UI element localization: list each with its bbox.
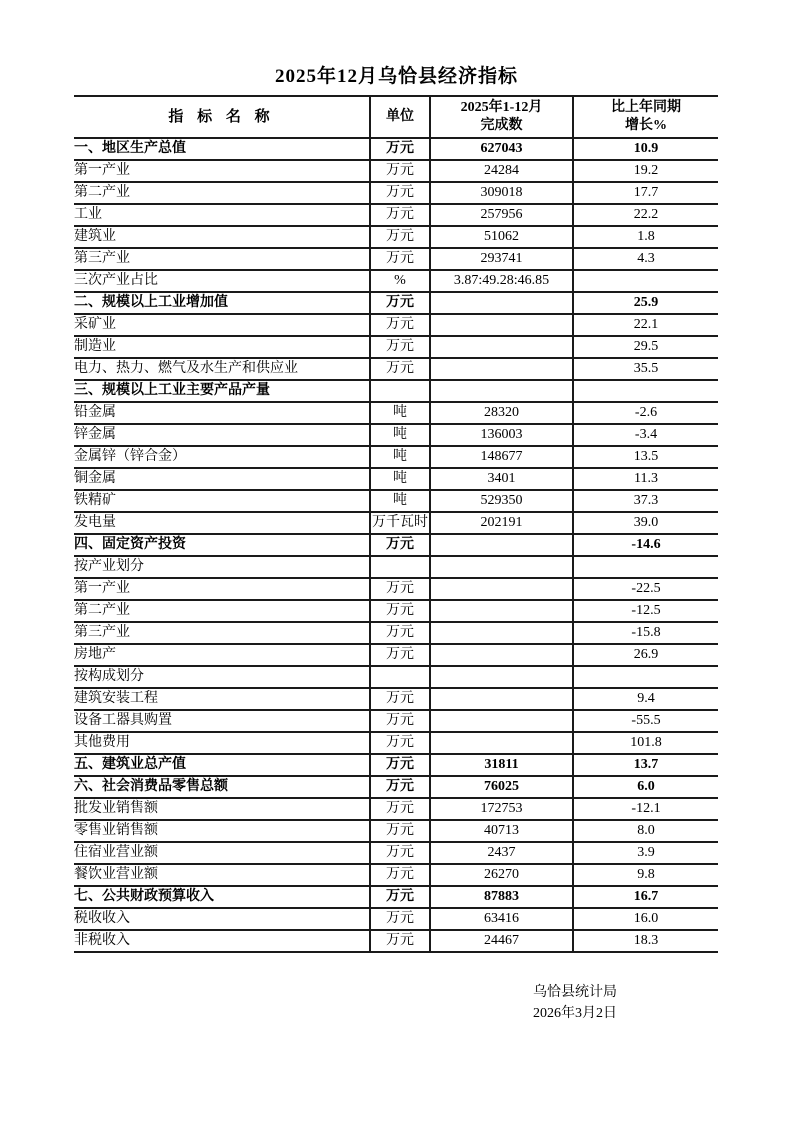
unit-cell: 万元: [370, 930, 430, 952]
table-row: [74, 468, 718, 490]
unit-cell: 万元: [370, 622, 430, 644]
unit-cell: 万元: [370, 600, 430, 622]
table-row: [74, 534, 718, 556]
growth-cell: -22.5: [573, 578, 718, 600]
completed-value-cell: [430, 644, 573, 666]
completed-value-cell: 3401: [430, 468, 573, 490]
completed-value-cell: 172753: [430, 798, 573, 820]
header-unit: 单位: [370, 96, 430, 138]
completed-value-cell: 40713: [430, 820, 573, 842]
indicator-name-cell: 三、规模以上工业主要产品产量: [74, 380, 370, 402]
footer-organization: 乌恰县统计局: [533, 985, 617, 1000]
unit-cell: 万元: [370, 776, 430, 798]
completed-value-cell: [430, 314, 573, 336]
indicator-name-cell: 餐饮业营业额: [74, 864, 370, 886]
indicator-name-cell: 采矿业: [74, 314, 370, 336]
unit-cell: 万元: [370, 314, 430, 336]
table-row: [74, 710, 718, 732]
table-row: [74, 512, 718, 534]
footer-date: 2026年3月2日: [533, 1006, 617, 1021]
table-row: [74, 138, 718, 160]
growth-cell: 4.3: [573, 248, 718, 270]
unit-cell: 万元: [370, 578, 430, 600]
table-row: [74, 776, 718, 798]
unit-cell: 吨: [370, 424, 430, 446]
completed-value-cell: 148677: [430, 446, 573, 468]
indicator-name-cell: 锌金属: [74, 424, 370, 446]
growth-cell: 16.0: [573, 908, 718, 930]
indicator-name-cell: 六、社会消费品零售总额: [74, 776, 370, 798]
completed-value-cell: [430, 380, 573, 402]
table-row: [74, 732, 718, 754]
table-row: [74, 446, 718, 468]
indicator-name-cell: 第二产业: [74, 182, 370, 204]
completed-value-cell: [430, 688, 573, 710]
indicator-name-cell: 建筑安装工程: [74, 688, 370, 710]
unit-cell: 万元: [370, 820, 430, 842]
completed-value-cell: 309018: [430, 182, 573, 204]
table-row: [74, 666, 718, 688]
table-row: [74, 380, 718, 402]
completed-value-cell: [430, 336, 573, 358]
growth-cell: 18.3: [573, 930, 718, 952]
growth-cell: 17.7: [573, 182, 718, 204]
indicator-name-cell: 工业: [74, 204, 370, 226]
indicator-name-cell: 第三产业: [74, 622, 370, 644]
completed-value-cell: [430, 600, 573, 622]
table-row: [74, 490, 718, 512]
growth-cell: 9.8: [573, 864, 718, 886]
completed-value-cell: 24467: [430, 930, 573, 952]
table-row: [74, 622, 718, 644]
indicator-name-cell: 三次产业占比: [74, 270, 370, 292]
document-footer: [430, 982, 720, 1024]
unit-cell: 万元: [370, 358, 430, 380]
unit-cell: %: [370, 270, 430, 292]
completed-value-cell: 627043: [430, 138, 573, 160]
completed-value-cell: 87883: [430, 886, 573, 908]
unit-cell: 万元: [370, 798, 430, 820]
table-row: [74, 798, 718, 820]
completed-value-cell: 76025: [430, 776, 573, 798]
table-row: [74, 336, 718, 358]
completed-value-cell: [430, 666, 573, 688]
growth-cell: 8.0: [573, 820, 718, 842]
growth-cell: 1.8: [573, 226, 718, 248]
table-row: [74, 204, 718, 226]
unit-cell: 万元: [370, 534, 430, 556]
indicator-name-cell: 第二产业: [74, 600, 370, 622]
growth-cell: 19.2: [573, 160, 718, 182]
completed-value-cell: 2437: [430, 842, 573, 864]
indicator-name-cell: 按构成划分: [74, 666, 370, 688]
header-growth-line2: 增长%: [625, 118, 667, 133]
unit-cell: 万元: [370, 842, 430, 864]
growth-cell: -2.6: [573, 402, 718, 424]
growth-cell: 22.2: [573, 204, 718, 226]
unit-cell: 万元: [370, 204, 430, 226]
unit-cell: 万元: [370, 688, 430, 710]
growth-cell: [573, 270, 718, 292]
completed-value-cell: 28320: [430, 402, 573, 424]
indicator-name-cell: 建筑业: [74, 226, 370, 248]
completed-value-cell: [430, 556, 573, 578]
growth-cell: 13.5: [573, 446, 718, 468]
growth-cell: 10.9: [573, 138, 718, 160]
growth-cell: 9.4: [573, 688, 718, 710]
indicator-name-cell: 其他费用: [74, 732, 370, 754]
growth-cell: -3.4: [573, 424, 718, 446]
unit-cell: 吨: [370, 446, 430, 468]
growth-cell: 29.5: [573, 336, 718, 358]
growth-cell: 25.9: [573, 292, 718, 314]
header-completed-value: [430, 96, 573, 138]
indicator-name-cell: 一、地区生产总值: [74, 138, 370, 160]
growth-cell: -12.5: [573, 600, 718, 622]
growth-cell: 35.5: [573, 358, 718, 380]
unit-cell: 万元: [370, 732, 430, 754]
unit-cell: 万元: [370, 864, 430, 886]
completed-value-cell: [430, 710, 573, 732]
table-row: [74, 292, 718, 314]
table-row: [74, 688, 718, 710]
table-row: [74, 886, 718, 908]
header-growth-line1: 比上年同期: [611, 100, 681, 115]
indicators-table: [74, 95, 718, 953]
table-row: [74, 644, 718, 666]
completed-value-cell: 3.87:49.28:46.85: [430, 270, 573, 292]
indicator-name-cell: 制造业: [74, 336, 370, 358]
unit-cell: 万元: [370, 160, 430, 182]
growth-cell: -55.5: [573, 710, 718, 732]
indicator-name-cell: 税收收入: [74, 908, 370, 930]
growth-cell: 16.7: [573, 886, 718, 908]
table-row: [74, 226, 718, 248]
completed-value-cell: [430, 358, 573, 380]
completed-value-cell: 136003: [430, 424, 573, 446]
unit-cell: 万元: [370, 336, 430, 358]
completed-value-cell: 202191: [430, 512, 573, 534]
table-body: [74, 138, 718, 952]
completed-value-cell: 63416: [430, 908, 573, 930]
indicator-name-cell: 第一产业: [74, 578, 370, 600]
indicator-name-cell: 铁精矿: [74, 490, 370, 512]
growth-cell: [573, 380, 718, 402]
growth-cell: 3.9: [573, 842, 718, 864]
growth-cell: 101.8: [573, 732, 718, 754]
completed-value-cell: 257956: [430, 204, 573, 226]
completed-value-cell: [430, 578, 573, 600]
growth-cell: 13.7: [573, 754, 718, 776]
header-growth: [573, 96, 718, 138]
completed-value-cell: [430, 732, 573, 754]
indicator-name-cell: 住宿业营业额: [74, 842, 370, 864]
unit-cell: 万元: [370, 248, 430, 270]
completed-value-cell: 51062: [430, 226, 573, 248]
table-row: [74, 160, 718, 182]
indicator-name-cell: 第一产业: [74, 160, 370, 182]
table-row: [74, 314, 718, 336]
unit-cell: 吨: [370, 490, 430, 512]
indicator-name-cell: 二、规模以上工业增加值: [74, 292, 370, 314]
table-row: [74, 182, 718, 204]
table-row: [74, 820, 718, 842]
table-row: [74, 248, 718, 270]
indicator-name-cell: 电力、热力、燃气及水生产和供应业: [74, 358, 370, 380]
growth-cell: -14.6: [573, 534, 718, 556]
header-completed-value-line1: 2025年1-12月: [460, 100, 543, 115]
growth-cell: 39.0: [573, 512, 718, 534]
growth-cell: 22.1: [573, 314, 718, 336]
indicator-name-cell: 四、固定资产投资: [74, 534, 370, 556]
table-row: [74, 424, 718, 446]
unit-cell: 万元: [370, 226, 430, 248]
table-row: [74, 556, 718, 578]
growth-cell: -12.1: [573, 798, 718, 820]
table-row: [74, 864, 718, 886]
indicator-name-cell: 金属锌（锌合金）: [74, 446, 370, 468]
table-row: [74, 270, 718, 292]
unit-cell: 万元: [370, 754, 430, 776]
indicator-name-cell: 铅金属: [74, 402, 370, 424]
indicator-name-cell: 非税收入: [74, 930, 370, 952]
growth-cell: 6.0: [573, 776, 718, 798]
indicator-name-cell: 零售业销售额: [74, 820, 370, 842]
indicator-name-cell: 铜金属: [74, 468, 370, 490]
growth-cell: 26.9: [573, 644, 718, 666]
unit-cell: [370, 556, 430, 578]
unit-cell: [370, 666, 430, 688]
unit-cell: 万元: [370, 182, 430, 204]
completed-value-cell: 31811: [430, 754, 573, 776]
unit-cell: 万元: [370, 908, 430, 930]
header-indicator-name: 指 标 名 称: [74, 96, 370, 138]
growth-cell: [573, 556, 718, 578]
table-row: [74, 358, 718, 380]
table-row: [74, 754, 718, 776]
completed-value-cell: [430, 534, 573, 556]
completed-value-cell: 26270: [430, 864, 573, 886]
completed-value-cell: [430, 622, 573, 644]
unit-cell: [370, 380, 430, 402]
growth-cell: [573, 666, 718, 688]
indicator-name-cell: 设备工器具购置: [74, 710, 370, 732]
unit-cell: 吨: [370, 468, 430, 490]
table-row: [74, 930, 718, 952]
completed-value-cell: 529350: [430, 490, 573, 512]
table-header-row: [74, 96, 718, 138]
table-row: [74, 402, 718, 424]
indicator-name-cell: 房地产: [74, 644, 370, 666]
table-row: [74, 908, 718, 930]
unit-cell: 万元: [370, 644, 430, 666]
unit-cell: 万千瓦时: [370, 512, 430, 534]
growth-cell: 37.3: [573, 490, 718, 512]
table-row: [74, 578, 718, 600]
completed-value-cell: [430, 292, 573, 314]
completed-value-cell: 293741: [430, 248, 573, 270]
header-completed-value-line2: 完成数: [480, 118, 523, 133]
unit-cell: 万元: [370, 138, 430, 160]
table-row: [74, 842, 718, 864]
page-title: 2025年12月乌恰县经济指标: [274, 66, 518, 87]
indicator-name-cell: 五、建筑业总产值: [74, 754, 370, 776]
growth-cell: -15.8: [573, 622, 718, 644]
unit-cell: 万元: [370, 710, 430, 732]
unit-cell: 万元: [370, 886, 430, 908]
unit-cell: 万元: [370, 292, 430, 314]
growth-cell: 11.3: [573, 468, 718, 490]
completed-value-cell: 24284: [430, 160, 573, 182]
table-row: [74, 600, 718, 622]
indicator-name-cell: 七、公共财政预算收入: [74, 886, 370, 908]
indicator-name-cell: 批发业销售额: [74, 798, 370, 820]
indicator-name-cell: 第三产业: [74, 248, 370, 270]
indicator-name-cell: 发电量: [74, 512, 370, 534]
indicator-name-cell: 按产业划分: [74, 556, 370, 578]
unit-cell: 吨: [370, 402, 430, 424]
